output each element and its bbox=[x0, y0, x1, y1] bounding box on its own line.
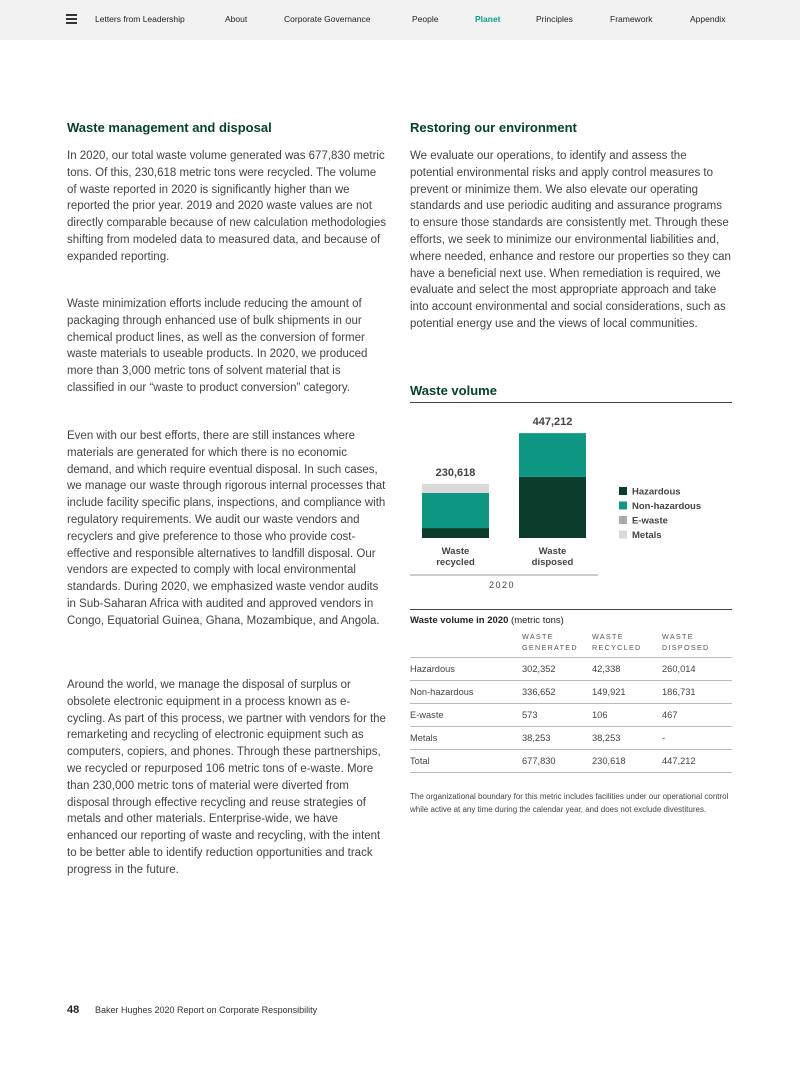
bar-total-label: 447,212 bbox=[532, 416, 573, 428]
legend-swatch-hazardous bbox=[619, 487, 627, 495]
restoring-paragraph: We evaluate our operations, to identify and assess the potential environmental risks and apply control measures to prevent or minimize them. We also elevate our operating standards and use periodic auditing and assurance programs to ensure those standards are consistently met. Through these efforts, we seek to minimize our environmental liabilities and, where needed, enhance and restore our properties so they can have a beneficial next use. When remediation is required, we evaluate and select the most appropriate approach and take into account environmental and social considerations, such as potential energy use and the views of local communities. bbox=[410, 150, 731, 330]
x-axis-label: 2020 bbox=[488, 580, 516, 590]
nav-people[interactable]: People bbox=[412, 14, 439, 24]
body-paragraph-3: Even with our best efforts, there are still instances where materials are generated for which there is no economic demand, and which require eventual disposal. In such cases, we manage our waste through rigorous internal processes that include facility specific plans, inspections, and compliance with regulatory requirements. We audit our waste vendors and recyclers and give preference to those who provide cost-effective and responsible alternatives to landfill disposal. Our vendors are expected to comply with local environmental standards. During 2020, we emphasized waste vendor audits in Sub-Saharan Africa with audited and approved vendors in Congo, Equatorial Guinea, Ghana, Mozambique, and Angola. bbox=[67, 430, 386, 627]
table-cell: 677,830 bbox=[522, 750, 592, 773]
table-row bbox=[410, 704, 732, 727]
table-row bbox=[410, 658, 732, 681]
table-row bbox=[410, 750, 732, 773]
bar-total-label: 230,618 bbox=[435, 466, 476, 479]
table-cell: 42,338 bbox=[592, 658, 662, 681]
nav-corporate-governance[interactable]: Corporate Governance bbox=[284, 14, 371, 24]
table-header-generated: WASTE GENERATED bbox=[522, 630, 592, 658]
table-cell: 186,731 bbox=[662, 681, 732, 704]
nav-framework[interactable]: Framework bbox=[610, 14, 653, 24]
legend-label: Hazardous bbox=[632, 486, 681, 498]
body-paragraph-1: In 2020, our total waste volume generated was 677,830 metric tons. Of this, 230,618 metric tons were recycled. The volume of waste reported in 2020 is significantly higher than we reported the prior year. 2019 and 2020 waste values are not directly comparable because of new calculation methodologies shifting from modeled data to measured data, and because of expanded reporting. bbox=[67, 150, 386, 263]
table-cell: Hazardous bbox=[410, 658, 522, 681]
table-cell: 230,618 bbox=[592, 750, 662, 773]
legend-label: E-waste bbox=[632, 515, 668, 527]
table-title bbox=[410, 615, 564, 626]
table-cell: 573 bbox=[522, 704, 592, 727]
table-cell: E-waste bbox=[410, 704, 522, 727]
menu-icon[interactable] bbox=[66, 14, 77, 24]
table-header-row bbox=[410, 630, 732, 658]
table-cell: 260,014 bbox=[662, 658, 732, 681]
nav-about[interactable]: About bbox=[225, 14, 248, 24]
table-cell: 106 bbox=[592, 704, 662, 727]
table-header-disposed: WASTE DISPOSED bbox=[662, 630, 732, 658]
table-title-bold: Waste volume in 2020 bbox=[410, 615, 509, 626]
legend-swatch-metals bbox=[619, 531, 627, 539]
legend-label: Non-hazardous bbox=[632, 501, 702, 512]
table-cell: Non-hazardous bbox=[410, 681, 522, 704]
waste-volume-table bbox=[410, 630, 732, 773]
body-paragraph-2: Waste minimization efforts include reducing the amount of packaging through enhanced use of bulk shipments in our chemical product lines, as well as the conversion of former waste materials to useable products. In 2020, we produced more than 3,000 metric tons of solvent material that is classified in our “waste to product conversion” category. bbox=[67, 298, 368, 394]
waste-management-heading: Waste management and disposal bbox=[67, 120, 272, 135]
table-footnote: The organizational boundary for this metric includes facilities under our operational control while active at any time during the calendar year, and does not exclude divestitures. bbox=[410, 792, 729, 814]
nav-letters-from-leadership[interactable]: Letters from Leadership bbox=[95, 14, 185, 24]
legend-label: Metals bbox=[632, 530, 662, 541]
bar-waste-recycled-metals bbox=[422, 484, 489, 493]
table-cell: 149,921 bbox=[592, 681, 662, 704]
table-header-label bbox=[410, 630, 522, 658]
table-cell: Total bbox=[410, 750, 522, 773]
table-header-recycled: WASTE RECYCLED bbox=[592, 630, 662, 658]
bar-waste-recycled-hazardous bbox=[422, 528, 489, 538]
body-paragraph-4: Around the world, we manage the disposal of surplus or obsolete electronic equipment in a process known as e-cycling. As part of this process, we partner with vendors for the remarketing and recycling of electronic equipment such as computers, copiers, and phones. Through these partnerships, we recycled or repurposed 106 metric tons of e-waste. More than 230,000 metric tons of material were diverted from disposal through effective recycling and reuse strategies of metals and other materials. Enterprise-wide, we have enhanced our reporting of waste and recycling, with the intent to be better able to identify reduction opportunities and track progress in the future. bbox=[67, 679, 386, 876]
restoring-environment-heading: Restoring our environment bbox=[410, 120, 577, 135]
legend-swatch-e-waste bbox=[619, 516, 627, 524]
legend-swatch-non-hazardous bbox=[619, 502, 627, 510]
table-top-rule bbox=[410, 609, 732, 610]
category-label: recycled bbox=[436, 557, 475, 568]
table-cell: Metals bbox=[410, 727, 522, 750]
table-cell: 467 bbox=[662, 704, 732, 727]
footer-report-title: Baker Hughes 2020 Report on Corporate Responsibility bbox=[95, 1005, 318, 1015]
waste-volume-heading: Waste volume bbox=[410, 383, 497, 398]
table-cell: 336,652 bbox=[522, 681, 592, 704]
bar-waste-disposed-non-hazardous bbox=[519, 433, 586, 477]
table-title-unit: (metric tons) bbox=[511, 615, 564, 626]
table-cell: - bbox=[662, 727, 732, 750]
page-number: 48 bbox=[67, 1004, 80, 1016]
bar-waste-disposed-hazardous bbox=[519, 477, 586, 538]
table-row bbox=[410, 681, 732, 704]
table-cell: 302,352 bbox=[522, 658, 592, 681]
nav-planet[interactable]: Planet bbox=[475, 14, 501, 24]
table-cell: 38,253 bbox=[522, 727, 592, 750]
chart-top-rule bbox=[410, 402, 732, 403]
category-label: disposed bbox=[531, 557, 574, 568]
category-label: Waste bbox=[441, 546, 470, 557]
top-navigation bbox=[0, 0, 800, 40]
table-cell: 447,212 bbox=[662, 750, 732, 773]
table-cell: 38,253 bbox=[592, 727, 662, 750]
category-label: Waste bbox=[538, 546, 567, 557]
nav-principles[interactable]: Principles bbox=[536, 14, 573, 24]
waste-volume-chart bbox=[410, 405, 740, 590]
bar-waste-recycled-non-hazardous bbox=[422, 493, 489, 528]
nav-appendix[interactable]: Appendix bbox=[690, 14, 726, 24]
table-row bbox=[410, 727, 732, 750]
